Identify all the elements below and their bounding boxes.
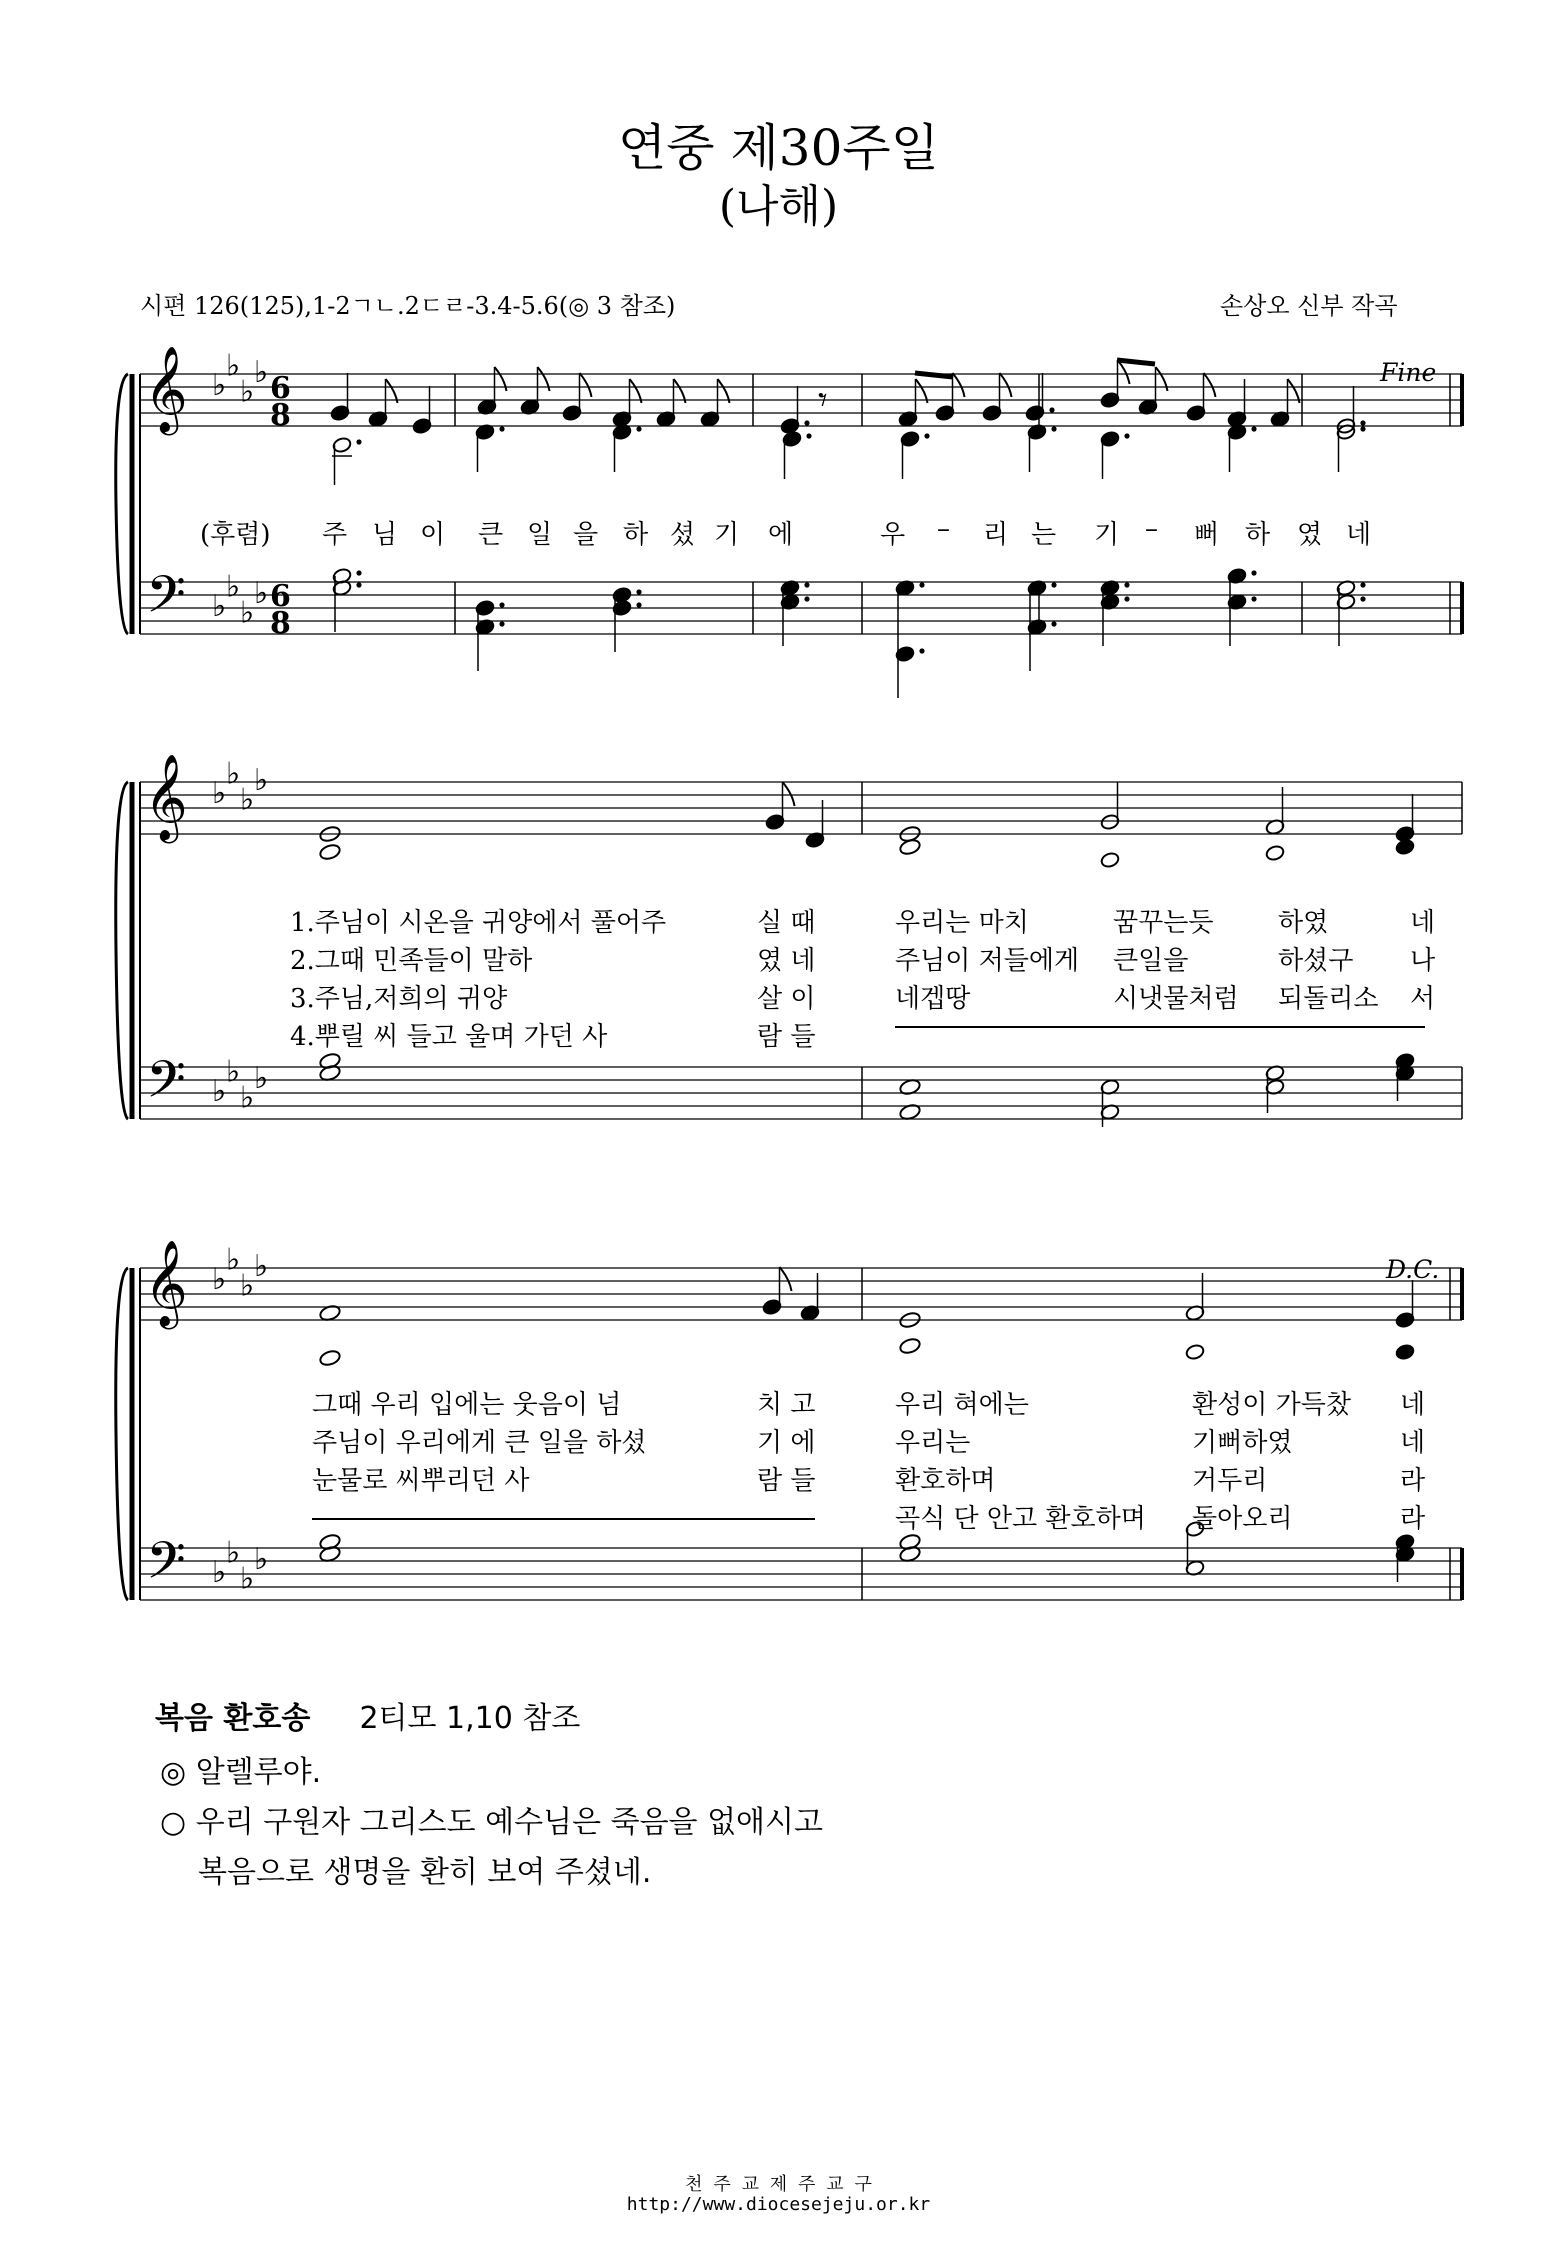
note-flag bbox=[580, 373, 592, 397]
bass-clef: 𝄢 bbox=[146, 1049, 186, 1122]
verse-text: 시냇물처럼 bbox=[1113, 984, 1239, 1014]
flat-sign: ♭ bbox=[212, 368, 227, 403]
verse-text: 주님이 저들에게 bbox=[895, 946, 1080, 976]
time-signature: 8 bbox=[270, 398, 291, 433]
footer-url: http://www.diocesejeju.or.kr bbox=[626, 2194, 931, 2215]
verse-text: 라 bbox=[1400, 1466, 1426, 1496]
dot bbox=[1360, 426, 1365, 431]
verse-text: 그때 우리 입에는 웃음이 넘 bbox=[312, 1390, 622, 1420]
refrain-syllable: 주 bbox=[322, 520, 348, 550]
verse-text: 하였 bbox=[1278, 908, 1329, 938]
dot bbox=[1124, 596, 1129, 601]
verse-text: 람 들 bbox=[757, 1466, 816, 1496]
flat-sign: ♭ bbox=[240, 1561, 255, 1597]
dot bbox=[1051, 582, 1056, 587]
system-brace bbox=[116, 374, 128, 634]
psalm-reference: 시편 126(125),1-2ㄱㄴ.2ㄷㄹ-3.4-5.6(◎ 3 참조) bbox=[140, 292, 676, 320]
refrain-syllable: 는 bbox=[1031, 520, 1057, 550]
refrain-syllable: 에 bbox=[768, 520, 794, 550]
dot bbox=[499, 602, 504, 607]
verse-text: 눈물로 씨뿌리던 사 bbox=[312, 1466, 530, 1496]
flat-sign: ♭ bbox=[254, 763, 269, 798]
verse-text: 우리는 bbox=[895, 1428, 971, 1458]
dot bbox=[636, 589, 641, 594]
verse-text: 되돌리소 bbox=[1278, 984, 1379, 1014]
verse4-extender-line bbox=[895, 1026, 1425, 1028]
note-flag bbox=[1000, 373, 1012, 397]
dot bbox=[636, 602, 641, 607]
eighth-rest: 𝄾 bbox=[818, 380, 828, 421]
refrain-syllable: 우 bbox=[880, 520, 906, 550]
time-signature: 8 bbox=[270, 606, 291, 641]
verse-text: 네 bbox=[1400, 1428, 1426, 1458]
flat-sign: ♭ bbox=[240, 374, 255, 410]
flat-sign: ♭ bbox=[226, 756, 241, 792]
flat-sign: ♭ bbox=[254, 1542, 269, 1577]
page-title: 연중 제30주일 bbox=[617, 119, 940, 177]
verse-text: 였 네 bbox=[757, 946, 816, 976]
dot bbox=[1124, 433, 1129, 438]
dot bbox=[499, 621, 504, 626]
composer-credit: 손상오 신부 작곡 bbox=[1220, 292, 1398, 320]
notehead bbox=[898, 1337, 921, 1355]
verse-text: 곡식 단 안고 환호하며 bbox=[895, 1504, 1146, 1534]
dot bbox=[804, 596, 809, 601]
notehead bbox=[318, 1349, 341, 1367]
dot bbox=[1360, 420, 1365, 425]
flat-sign: ♭ bbox=[226, 1535, 241, 1571]
verse-text: 기 에 bbox=[757, 1428, 816, 1458]
verse-text: 람 들 bbox=[757, 1022, 816, 1052]
verse-text: 1.주님이 시온을 귀양에서 풀어주 bbox=[290, 908, 667, 938]
flat-sign: ♭ bbox=[240, 1080, 255, 1116]
verse-text: 네 bbox=[1400, 1390, 1426, 1420]
verse-text: 4.뿌릴 씨 들고 울며 가던 사 bbox=[290, 1022, 608, 1052]
verse4-extender-line-2 bbox=[312, 1518, 815, 1520]
verse-text: 치 고 bbox=[757, 1390, 816, 1420]
note-flag bbox=[780, 1267, 792, 1291]
verse-text: 서 bbox=[1410, 984, 1436, 1014]
dot bbox=[1124, 582, 1129, 587]
verse-text: 네 bbox=[1410, 908, 1436, 938]
verse-text: 2.그때 민족들이 말하 bbox=[290, 946, 533, 976]
dot bbox=[356, 570, 361, 575]
flat-sign: ♭ bbox=[254, 576, 269, 611]
dot bbox=[924, 433, 929, 438]
refrain-syllable: 하 bbox=[1245, 520, 1271, 550]
gospel-response: ◎ 알렐루야. bbox=[160, 1755, 322, 1790]
flat-sign: ♭ bbox=[226, 1054, 241, 1090]
note-flag bbox=[953, 373, 965, 397]
flat-sign: ♭ bbox=[226, 1242, 241, 1278]
refrain-syllable: 리 bbox=[983, 520, 1009, 550]
verse-text: 라 bbox=[1400, 1504, 1426, 1534]
treble-clef: 𝄞 bbox=[144, 754, 188, 840]
refrain-syllable: 기 bbox=[1094, 520, 1120, 550]
verse-text: 환성이 가득찼 bbox=[1192, 1390, 1351, 1420]
notehead bbox=[1265, 844, 1285, 861]
flat-sign: ♭ bbox=[212, 776, 227, 811]
flat-sign: ♭ bbox=[212, 1262, 227, 1297]
notehead bbox=[318, 843, 341, 861]
flat-sign: ♭ bbox=[254, 1061, 269, 1096]
refrain-syllable: 을 bbox=[573, 520, 599, 550]
dot bbox=[806, 433, 811, 438]
verse-text: 기뻐하였 bbox=[1192, 1428, 1293, 1458]
time-signature: 6 bbox=[270, 579, 291, 614]
verse-text: 꿈꾸는듯 bbox=[1113, 908, 1214, 938]
dc-mark: D.C. bbox=[1386, 1255, 1440, 1284]
treble-clef: 𝄞 bbox=[144, 346, 188, 432]
verse-text: 큰일을 bbox=[1113, 946, 1189, 976]
footer-org: 천 주 교 제 주 교 구 bbox=[685, 2174, 872, 2195]
dot bbox=[636, 426, 641, 431]
treble-clef: 𝄞 bbox=[144, 1240, 188, 1326]
dot bbox=[804, 420, 809, 425]
dot bbox=[919, 648, 924, 653]
bass-clef: 𝄢 bbox=[146, 564, 186, 637]
flat-sign: ♭ bbox=[226, 569, 241, 605]
verse-text: 주님이 우리에게 큰 일을 하셨 bbox=[312, 1428, 647, 1458]
notehead bbox=[1100, 851, 1120, 868]
verse-text: 실 때 bbox=[757, 908, 816, 938]
verse-text: 네겝땅 bbox=[895, 984, 971, 1014]
notehead bbox=[1395, 1343, 1415, 1360]
verse-text: 환호하며 bbox=[895, 1466, 996, 1496]
flat-sign: ♭ bbox=[240, 782, 255, 818]
verse-text: 거두리 bbox=[1192, 1466, 1268, 1496]
verse-text: 우리 혀에는 bbox=[895, 1390, 1029, 1420]
dot bbox=[1360, 596, 1365, 601]
dot bbox=[1360, 582, 1365, 587]
flat-sign: ♭ bbox=[212, 589, 227, 624]
fine-mark: Fine bbox=[1380, 358, 1437, 387]
system-brace bbox=[116, 1268, 128, 1600]
gospel-verse-line-2: 복음으로 생명을 환히 보여 주셨네. bbox=[198, 1855, 652, 1890]
refrain-syllable: 네 bbox=[1346, 520, 1372, 550]
flat-sign: ♭ bbox=[212, 1074, 227, 1109]
verse-text: 3.주님,저희의 귀양 bbox=[290, 984, 508, 1014]
refrain-syllable: 셨 bbox=[670, 520, 696, 550]
notehead bbox=[898, 838, 921, 856]
refrain-syllable: 일 bbox=[527, 520, 553, 550]
dot bbox=[356, 582, 361, 587]
notehead bbox=[1395, 838, 1415, 855]
gospel-verse-line-1: ○ 우리 구원자 그리스도 예수님은 죽음을 없애시고 bbox=[160, 1805, 823, 1840]
system-brace bbox=[116, 782, 128, 1119]
note-flag bbox=[783, 782, 795, 806]
note-flag bbox=[1204, 373, 1216, 397]
flat-sign: ♭ bbox=[212, 1555, 227, 1590]
refrain-syllable: 큰 bbox=[478, 520, 504, 550]
verse-text: 살 이 bbox=[757, 984, 816, 1014]
refrain-syllable: 기 bbox=[714, 520, 740, 550]
verse-text: 우리는 마치 bbox=[895, 908, 1029, 938]
refrain-syllable: 이 bbox=[420, 520, 446, 550]
flat-sign: ♭ bbox=[254, 1249, 269, 1284]
page-subtitle: (나해) bbox=[718, 181, 839, 232]
beam bbox=[1117, 360, 1155, 364]
refrain-syllable: 하 bbox=[623, 520, 649, 550]
refrain-syllable: – bbox=[1145, 514, 1158, 544]
dot bbox=[1251, 596, 1256, 601]
flat-sign: ♭ bbox=[240, 1268, 255, 1304]
dot bbox=[356, 439, 361, 444]
flat-sign: ♭ bbox=[254, 355, 269, 390]
notehead bbox=[1185, 1343, 1205, 1360]
gospel-heading-line bbox=[155, 1693, 580, 1737]
refrain-label: (후렴) bbox=[200, 520, 271, 550]
dot bbox=[1049, 407, 1054, 412]
refrain-syllable: 님 bbox=[372, 520, 398, 550]
verse-text: 하셨구 bbox=[1278, 946, 1354, 976]
time-signature: 6 bbox=[270, 371, 291, 406]
dot bbox=[1051, 621, 1056, 626]
dot bbox=[1251, 426, 1256, 431]
gospel-heading: 복음 환호송 bbox=[155, 1701, 311, 1736]
bass-clef: 𝄢 bbox=[146, 1530, 186, 1603]
flat-sign: ♭ bbox=[226, 348, 241, 384]
gospel-reference: 2티모 1,10 참조 bbox=[359, 1701, 581, 1736]
dot bbox=[499, 426, 504, 431]
verse-text: 돌아오리 bbox=[1192, 1504, 1293, 1534]
refrain-syllable: 였 bbox=[1297, 520, 1323, 550]
verse-text: 나 bbox=[1410, 946, 1436, 976]
dot bbox=[919, 582, 924, 587]
refrain-syllable: – bbox=[937, 514, 950, 544]
dot bbox=[804, 582, 809, 587]
refrain-syllable: 뻐 bbox=[1194, 520, 1220, 550]
dot bbox=[1251, 570, 1256, 575]
dot bbox=[1051, 426, 1056, 431]
flat-sign: ♭ bbox=[240, 595, 255, 631]
